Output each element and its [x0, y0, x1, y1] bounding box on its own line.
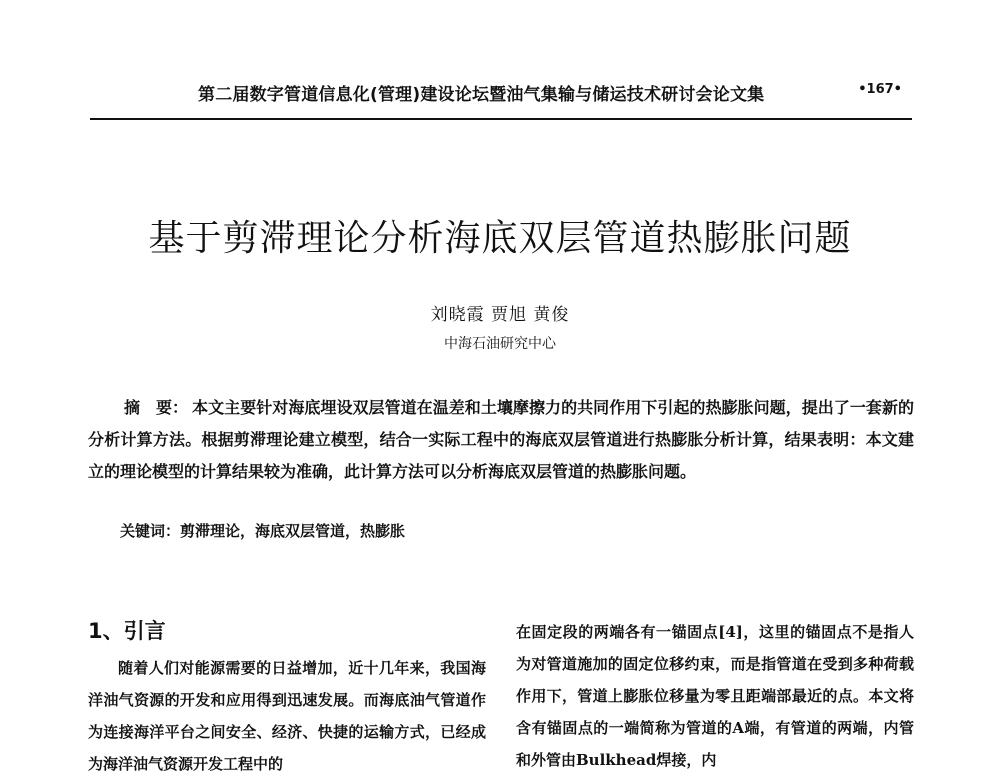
abstract-label: 摘 要： — [124, 398, 189, 417]
anchor-point-paragraph: 在固定段的两端各有一锚固点[4]，这里的锚固点不是指人为对管道施加的固定位移约束，而是指管道在受到多种荷载作用下，管道上膨胀位移量为零且距端部最近的点。本文将含有锚固点的一端简称为管道的A端，有管道的两端，内管和外管由Bulkhead焊接，内 — [516, 623, 914, 769]
intro-paragraph: 随着人们对能源需要的日益增加，近十几年来，我国海洋油气资源的开发和应用得到迅速发展。而海底油气管道作为连接海洋平台之间安全、经济、快捷的运输方式，已经成为海洋油气资源开发工程中的 — [88, 659, 486, 773]
page-number: •167• — [858, 82, 902, 97]
running-header — [90, 80, 910, 106]
paper-authors: 刘晓霞 贾旭 黄俊 — [430, 305, 570, 325]
keywords — [120, 520, 914, 541]
body-column-right — [516, 616, 914, 776]
paper-affiliation: 中海石油研究中心 — [444, 336, 556, 352]
running-title: 第二届数字管道信息化(管理)建设论坛暨油气集输与储运技术研讨会论文集 — [198, 85, 765, 105]
keywords-text: 剪滞理论，海底双层管道，热膨胀 — [180, 522, 406, 540]
paper-title: 基于剪滞理论分析海底双层管道热膨胀问题 — [148, 218, 852, 259]
abstract-text: 本文主要针对海底埋设双层管道在温差和土壤摩擦力的共同作用下引起的热膨胀问题，提出了一套新的分析计算方法。根据剪滞理论建立模型，结合一实际工程中的海底双层管道进行热膨胀分析计算，结果表明：本文建立的理论模型的计算结果较为准确，此计算方法可以分析海底双层管道的热膨胀问题。 — [88, 398, 914, 481]
section-heading-introduction: 1、引言 — [88, 619, 166, 643]
body-column-left — [88, 652, 486, 780]
keywords-label: 关键词： — [120, 522, 181, 540]
abstract — [88, 392, 914, 488]
header-rule — [90, 118, 912, 120]
